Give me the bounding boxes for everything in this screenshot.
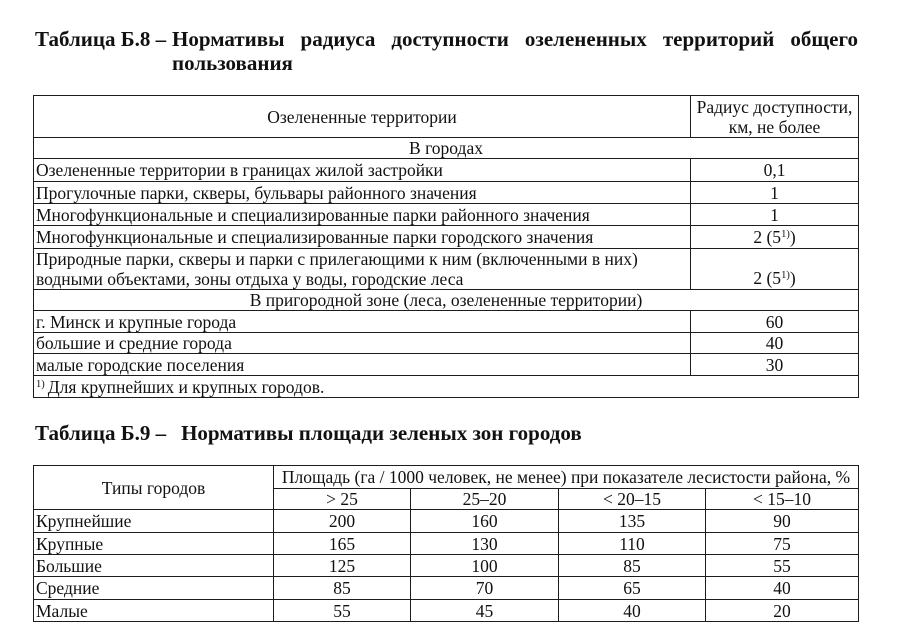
table-b8-caption xyxy=(35,27,858,75)
radius-value: 1 xyxy=(691,204,859,226)
footnote-row xyxy=(34,376,859,398)
header-radius-line1: Радиус доступности, xyxy=(696,96,853,117)
table-row xyxy=(34,226,859,249)
table-row xyxy=(34,159,859,182)
city-type: Средние xyxy=(34,577,274,600)
area-value: 135 xyxy=(559,510,706,533)
radius-value-text: 2 (5 xyxy=(753,227,782,247)
radius-value-close: ) xyxy=(789,268,796,288)
territory-name: Озелененные территории в границах жилой застройки xyxy=(34,159,691,182)
area-value: 110 xyxy=(559,533,706,555)
header-forest-cover: > 25 xyxy=(274,489,411,510)
territory-name xyxy=(34,249,691,290)
table-b8-caption-label: Таблица Б.8 – xyxy=(35,27,167,51)
table-row xyxy=(34,182,859,204)
city-type: Крупные xyxy=(34,533,274,555)
footnote-mark: 1) xyxy=(36,378,45,390)
table-row xyxy=(34,204,859,226)
area-value: 20 xyxy=(706,600,859,622)
area-value: 200 xyxy=(274,510,411,533)
area-value: 75 xyxy=(706,533,859,555)
territory-name: малые городские поселения xyxy=(34,354,691,376)
area-value: 100 xyxy=(411,555,559,577)
footnote-ref: 1) xyxy=(781,270,790,281)
area-value: 40 xyxy=(559,600,706,622)
header-forest-cover: < 20–15 xyxy=(559,489,706,510)
header-area: Площадь (га / 1000 человек, не менее) при показателе лесистости района, % xyxy=(274,466,859,489)
radius-value xyxy=(691,226,859,249)
area-value: 130 xyxy=(411,533,559,555)
city-type: Большие xyxy=(34,555,274,577)
footnote xyxy=(34,376,859,398)
header-forest-cover: < 15–10 xyxy=(706,489,859,510)
area-value: 85 xyxy=(274,577,411,600)
radius-value: 0,1 xyxy=(691,159,859,182)
table-b9 xyxy=(33,465,859,622)
area-value: 165 xyxy=(274,533,411,555)
table-b8 xyxy=(33,95,859,398)
table-row xyxy=(34,354,859,376)
territory-name: Многофункциональные и специализированные парки городского значения xyxy=(34,226,691,249)
territory-name: Прогулочные парки, скверы, бульвары районного значения xyxy=(34,182,691,204)
table-row xyxy=(34,311,859,333)
territory-name-line1: Природные парки, скверы и парки с прилегающими к ним (включенными в них) xyxy=(36,249,638,269)
table-b9-caption-text: Нормативы площади зеленых зон городов xyxy=(181,421,582,445)
table-row xyxy=(34,533,859,555)
header-radius-line2: км, не более xyxy=(728,116,821,137)
header-city-type: Типы городов xyxy=(34,466,274,510)
table-b9-caption xyxy=(35,421,582,445)
table-row xyxy=(34,333,859,354)
table-b9-caption-label: Таблица Б.9 – xyxy=(35,421,167,445)
table-row xyxy=(34,555,859,577)
radius-value-text: 2 (5 xyxy=(753,268,782,288)
territory-name-line2: водными объектами, зоны отдыха у воды, городские леса xyxy=(36,269,464,289)
section-row xyxy=(34,290,859,311)
territory-name: г. Минск и крупные города xyxy=(34,311,691,333)
header-territories: Озелененные территории xyxy=(34,96,691,138)
radius-value-close: ) xyxy=(789,227,796,247)
footnote-ref: 1) xyxy=(781,229,790,240)
area-value: 85 xyxy=(559,555,706,577)
radius-value: 1 xyxy=(691,182,859,204)
table-row xyxy=(34,577,859,600)
territory-name: большие и средние города xyxy=(34,333,691,354)
area-value: 55 xyxy=(274,600,411,622)
city-type: Крупнейшие xyxy=(34,510,274,533)
table-row xyxy=(34,510,859,533)
area-value: 65 xyxy=(559,577,706,600)
radius-value: 60 xyxy=(691,311,859,333)
area-value: 90 xyxy=(706,510,859,533)
area-value: 40 xyxy=(706,577,859,600)
footnote-text: Для крупнейших и крупных городов. xyxy=(47,376,325,397)
section-title: В городах xyxy=(34,138,859,159)
area-value: 125 xyxy=(274,555,411,577)
radius-value xyxy=(691,249,859,290)
area-value: 55 xyxy=(706,555,859,577)
table-b8-header-row xyxy=(34,96,859,138)
header-forest-cover: 25–20 xyxy=(411,489,559,510)
table-b8-caption-text: Нормативы радиуса доступности озелененных территорий общего пользования xyxy=(172,27,858,75)
section-title: В пригородной зоне (леса, озелененные территории) xyxy=(34,290,859,311)
area-value: 160 xyxy=(411,510,559,533)
territory-name: Многофункциональные и специализированные парки районного значения xyxy=(34,204,691,226)
city-type: Малые xyxy=(34,600,274,622)
section-row xyxy=(34,138,859,159)
area-value: 45 xyxy=(411,600,559,622)
radius-value: 40 xyxy=(691,333,859,354)
table-row xyxy=(34,249,859,290)
table-row xyxy=(34,600,859,622)
table-b9-header-row xyxy=(34,466,859,489)
area-value: 70 xyxy=(411,577,559,600)
radius-value: 30 xyxy=(691,354,859,376)
header-radius xyxy=(691,96,859,138)
